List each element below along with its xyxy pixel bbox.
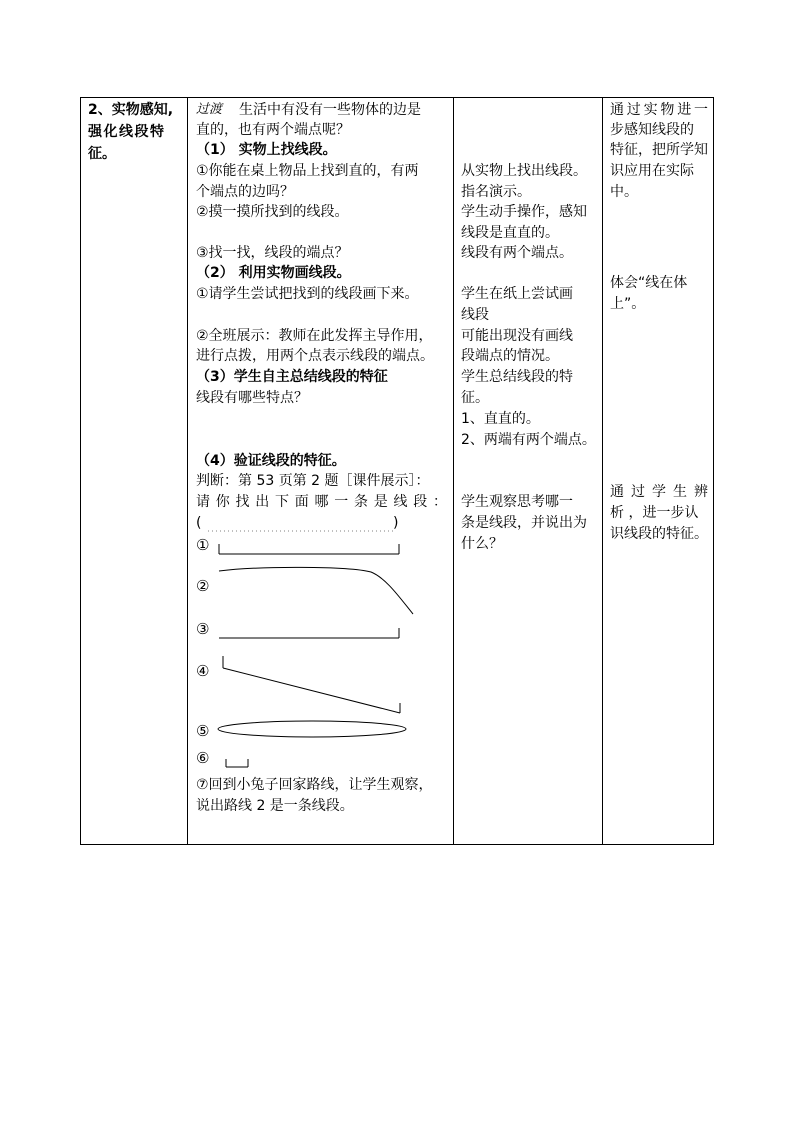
student-text: 征。: [461, 390, 489, 406]
purpose-text: 特征，把所学知: [610, 142, 708, 158]
figure-ellipse-5: [218, 721, 406, 737]
purpose-char: 通: [610, 484, 624, 500]
student-text: 1、直直的。: [461, 411, 540, 427]
prompt-char: 你: [215, 494, 230, 510]
step-text: 进行点拨，用两个点表示线段的端点。: [196, 348, 434, 364]
student-text: 段端点的情况。: [461, 348, 559, 364]
purpose-text: 析 ，进一步认: [610, 505, 699, 521]
purpose-text: [610, 482, 708, 502]
figure-segment-4: [223, 656, 400, 713]
purpose-char: 辨: [694, 484, 708, 500]
student-text: 条是线段，并说出为: [461, 515, 587, 531]
purpose-text: 中。: [610, 184, 638, 200]
section-title-line: 强化线段特: [88, 124, 166, 140]
prompt-char: 段: [413, 494, 428, 510]
answer-paren-close: ): [393, 515, 399, 531]
purpose-char: 实: [643, 102, 658, 118]
prompt-char: 哪: [314, 494, 329, 510]
student-text: 学生在纸上尝试画: [461, 286, 573, 302]
student-text: 什么？: [461, 536, 503, 552]
purpose-char: 进: [677, 102, 692, 118]
prompt-char: 请: [196, 494, 210, 510]
figure-label: ⑤: [196, 722, 210, 740]
prompt-char: 一: [334, 494, 349, 510]
figure-segment-3: [219, 628, 399, 638]
figure-label: ②: [196, 577, 210, 595]
prompt-char: 找: [235, 494, 250, 510]
figure-label: ③: [196, 620, 210, 638]
purpose-char: 物: [660, 102, 675, 118]
prompt-char: 下: [275, 494, 289, 510]
prompt-char: 是: [373, 494, 388, 510]
student-text: 线段是直直的。: [461, 225, 559, 241]
prompt-char: 面: [294, 494, 309, 510]
student-text: 学生总结线段的特: [461, 369, 573, 385]
column-divider: [453, 98, 454, 844]
purpose-char: 通: [610, 102, 624, 118]
step-text: ①你能在桌上物品上找到直的，有两: [196, 163, 419, 179]
purpose-text: 识应用在实际: [610, 163, 694, 179]
figure-label: ①: [196, 536, 210, 554]
step-text: 判断：第 53 页第 2 题［课件展示］：: [196, 473, 430, 489]
purpose-text: [610, 100, 708, 120]
prompt-char: 线: [393, 494, 408, 510]
figure-label: ⑥: [196, 749, 210, 767]
purpose-char: 生: [673, 484, 687, 500]
answer-paren-open: (: [196, 515, 202, 531]
student-text: 线段有两个端点。: [461, 245, 573, 261]
section-title-line: 2、实物感知,: [88, 102, 174, 118]
student-text: 学生观察思考哪一: [461, 494, 573, 510]
step-text: ⑦回到小兔子回家路线，让学生观察，: [196, 777, 433, 793]
purpose-char: 学: [652, 484, 666, 500]
student-text: 从实物上找出线段。: [461, 163, 587, 179]
section-title-line: 征。: [88, 146, 116, 162]
purpose-char: 过: [631, 484, 645, 500]
step-text: 说出路线 2 是一条线段。: [196, 798, 354, 814]
prompt-char: 条: [354, 494, 368, 510]
purpose-text: 体会“线在体: [610, 275, 688, 291]
step-text: 线段有哪些特点？: [196, 390, 308, 406]
purpose-text: 步感知线段的: [610, 122, 694, 138]
figure-segment-6: [226, 759, 248, 767]
purpose-text: 上”。: [610, 296, 646, 312]
figure-curve-2: [219, 567, 413, 614]
student-text: 2、两端有两个端点。: [461, 432, 596, 448]
student-text: 可能出现没有画线: [461, 328, 573, 344]
step-heading: （3）学生自主总结线段的特征: [196, 369, 388, 385]
lesson-table: [80, 97, 714, 845]
step-heading: （1） 实物上找线段。: [196, 142, 337, 158]
prompt-char: ：: [433, 494, 447, 510]
transition-label: 过渡: [196, 102, 223, 117]
purpose-char: 过: [626, 102, 641, 118]
step-text: ②全班展示：教师在此发挥主导作用，: [196, 328, 433, 344]
intro-text: 生活中有没有一些物体的边是: [239, 102, 421, 118]
step-text: ②摸一摸所找到的线段。: [196, 204, 349, 220]
step-text: ③找一找，线段的端点？: [196, 245, 349, 261]
figure-label: ④: [196, 662, 210, 680]
figure-segment-1: [219, 544, 399, 554]
intro-text: 直的，也有两个端点呢？: [196, 122, 350, 138]
step-heading: （2） 利用实物画线段。: [196, 265, 351, 281]
student-text: 线段: [461, 307, 489, 323]
purpose-char: 一: [693, 102, 708, 118]
step-heading: （4）验证线段的特征。: [196, 453, 346, 469]
column-divider: [602, 98, 603, 844]
purpose-text: 识线段的特征。: [610, 526, 708, 542]
student-text: 学生动手操作，感知: [461, 204, 587, 220]
step-text: 个端点的边吗？: [196, 184, 294, 200]
line-figures: [188, 98, 453, 846]
prompt-char: 出: [255, 494, 270, 510]
step-text: ①请学生尝试把找到的线段画下来。: [196, 286, 419, 302]
student-text: 指名演示。: [461, 184, 531, 200]
